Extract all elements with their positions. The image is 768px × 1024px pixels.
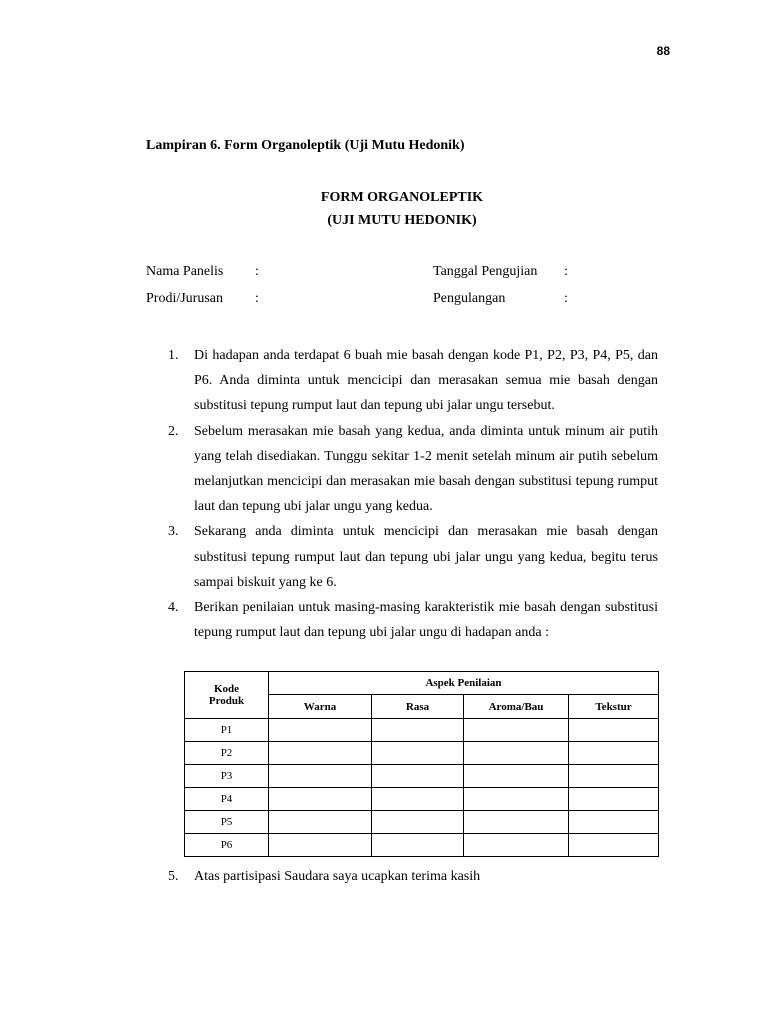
instruction-list [146, 343, 658, 645]
table-row [185, 811, 659, 834]
table-row [185, 742, 659, 765]
program-colon: : [255, 291, 259, 306]
rating-cell[interactable] [372, 834, 464, 857]
instruction-number: 4. [168, 600, 179, 616]
closing-number: 5. [168, 869, 179, 884]
instruction-text: Sekarang anda diminta untuk mencicipi dan merasakan mie basah dengan substitusi tepung rumput laut dan tepung ubi jalar ungu yang kedua, begitu terus sampai biskuit yang ke 6. [194, 524, 658, 590]
form-title-line-1: FORM ORGANOLEPTIK [320, 190, 484, 205]
column-header-tekstur: Tekstur [569, 695, 659, 719]
closing-text: Atas partisipasi Saudara saya ucapkan terima kasih [194, 869, 481, 884]
product-code-cell: P4 [185, 788, 269, 811]
rating-cell[interactable] [569, 811, 659, 834]
product-code-header [185, 672, 269, 719]
instruction-text: Sebelum merasakan mie basah yang kedua, anda diminta untuk minum air putih yang telah disediakan. Tunggu sekitar 1-2 menit setelah minum air putih sebelum melanjutkan mencicipi dan merasakan mie basah dengan substitusi tepung rumput laut dan tepung ubi jalar ungu yang kedua. [194, 423, 658, 515]
assessment-aspect-header: Aspek Penilaian [269, 672, 659, 695]
program-label: Prodi/Jurusan [146, 291, 223, 306]
rating-cell[interactable] [269, 811, 372, 834]
rating-cell[interactable] [372, 719, 464, 742]
column-header-warna: Warna [269, 695, 372, 719]
product-code-header-line-2: Produk [208, 695, 245, 707]
column-header-rasa: Rasa [372, 695, 464, 719]
instruction-number: 1. [168, 348, 179, 363]
repetition-label: Pengulangan [433, 291, 506, 306]
table-row [185, 788, 659, 811]
rating-cell[interactable] [372, 811, 464, 834]
product-code-cell: P1 [185, 719, 269, 742]
rating-cell[interactable] [372, 788, 464, 811]
product-code-header-line-1: Kode [213, 683, 240, 695]
test-date-colon: : [564, 264, 568, 279]
instruction-item [146, 519, 658, 595]
product-code-cell: P6 [185, 834, 269, 857]
rating-cell[interactable] [464, 765, 569, 788]
table-row [185, 719, 659, 742]
instruction-number: 2. [168, 423, 179, 439]
rating-cell[interactable] [464, 788, 569, 811]
product-code-cell: P2 [185, 742, 269, 765]
rating-cell[interactable] [464, 719, 569, 742]
rating-cell[interactable] [372, 765, 464, 788]
rating-cell[interactable] [269, 719, 372, 742]
rating-cell[interactable] [569, 765, 659, 788]
rating-cell[interactable] [269, 834, 372, 857]
panelist-name-colon: : [255, 264, 259, 279]
rating-cell[interactable] [569, 719, 659, 742]
instruction-item [146, 595, 658, 645]
form-title-line-2: (UJI MUTU HEDONIK) [327, 213, 477, 228]
repetition-colon: : [564, 291, 568, 306]
rating-cell[interactable] [269, 742, 372, 765]
rating-cell[interactable] [569, 834, 659, 857]
rating-cell[interactable] [569, 742, 659, 765]
rating-cell[interactable] [372, 742, 464, 765]
rating-cell[interactable] [269, 788, 372, 811]
product-code-cell: P5 [185, 811, 269, 834]
test-date-label: Tanggal Pengujian [433, 264, 538, 279]
rating-cell[interactable] [569, 788, 659, 811]
table-row [185, 765, 659, 788]
appendix-title: Lampiran 6. Form Organoleptik (Uji Mutu Hedonik) [146, 138, 465, 153]
assessment-table-container [184, 671, 659, 857]
panelist-name-label: Nama Panelis [146, 264, 224, 279]
product-code-cell: P3 [185, 765, 269, 788]
rating-cell[interactable] [464, 834, 569, 857]
instruction-text: Di hadapan anda terdapat 6 buah mie basah dengan kode P1, P2, P3, P4, P5, dan P6. Anda diminta untuk mencicipi dan merasakan semua mie basah dengan substitusi tepung rumput laut dan tepung ubi jalar ungu tersebut. [194, 348, 658, 414]
instruction-item [146, 419, 658, 520]
instruction-item [146, 343, 658, 419]
page-number: 88 [656, 44, 670, 58]
rating-cell[interactable] [464, 811, 569, 834]
instruction-text: Berikan penilaian untuk masing-masing karakteristik mie basah dengan substitusi tepung rumput laut dan tepung ubi jalar ungu di hadapan anda : [194, 600, 658, 641]
table-row [185, 834, 659, 857]
instruction-number: 3. [168, 524, 179, 540]
rating-cell[interactable] [464, 742, 569, 765]
column-header-aroma: Aroma/Bau [464, 695, 569, 719]
assessment-table [184, 671, 659, 857]
rating-cell[interactable] [269, 765, 372, 788]
